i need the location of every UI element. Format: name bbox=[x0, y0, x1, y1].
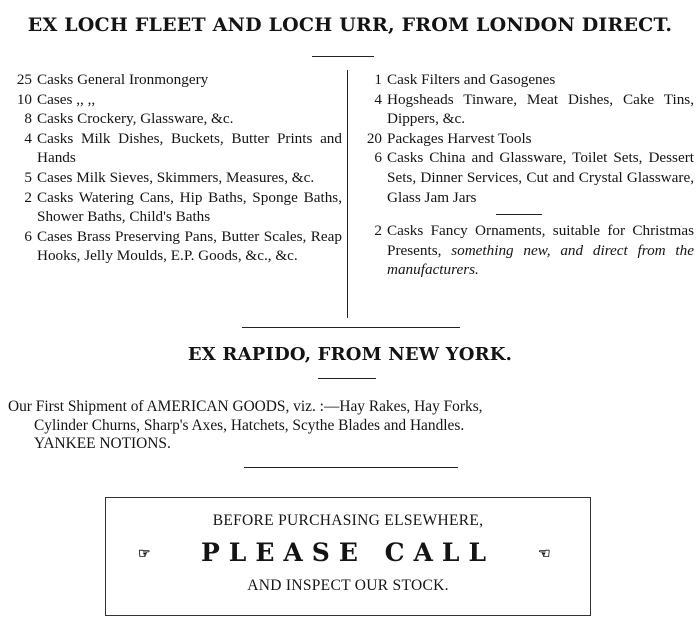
american-goods-paragraph bbox=[8, 398, 692, 454]
goods-list-item bbox=[356, 129, 694, 149]
notice-please-call: PLEASE CALL bbox=[200, 538, 496, 567]
notice-box bbox=[105, 497, 591, 616]
heading-divider bbox=[318, 378, 376, 379]
goods-list-item bbox=[356, 70, 694, 90]
item-description: Cases ,, ,, bbox=[37, 90, 96, 108]
pointing-hand-icon: ☜ bbox=[538, 547, 551, 562]
goods-list-item bbox=[6, 129, 342, 168]
pointing-hand-icon: ☞ bbox=[138, 547, 151, 562]
quantity: 1 bbox=[374, 71, 382, 88]
american-goods-line: YANKEE NOTIONS. bbox=[34, 435, 171, 453]
goods-list-item bbox=[356, 90, 694, 129]
left-column bbox=[6, 70, 342, 266]
quantity: 20 bbox=[366, 129, 382, 147]
notice-line-before: BEFORE PURCHASING ELSEWHERE, bbox=[212, 512, 484, 529]
quantity: 5 bbox=[24, 168, 32, 186]
section-divider bbox=[244, 467, 458, 468]
item-description: Cases Brass Preserving Pans, Butter Scales, Reap Hooks, Jelly Moulds, E.P. Goods, &c., &c. bbox=[37, 227, 342, 265]
goods-list-item bbox=[6, 227, 342, 266]
goods-list-item bbox=[6, 109, 342, 129]
quantity: 10 bbox=[16, 90, 32, 108]
american-goods-line: Cylinder Churns, Sharp's Axes, Hatchets, Scythe Blades and Handles. bbox=[34, 416, 465, 434]
right-column bbox=[356, 70, 694, 280]
item-description: Casks Watering Cans, Hip Baths, Sponge Baths, Shower Baths, Child's Baths bbox=[37, 188, 342, 226]
quantity: 6 bbox=[374, 149, 382, 167]
item-description: Cases Milk Sieves, Skimmers, Measures, &c. bbox=[37, 168, 315, 186]
heading-divider bbox=[312, 56, 374, 57]
item-description: Casks General Ironmongery bbox=[37, 71, 209, 88]
quantity: 6 bbox=[24, 227, 32, 245]
section-heading-new-york: EX RAPIDO, FROM NEW YORK. bbox=[187, 344, 513, 365]
section-heading-london: EX LOCH FLEET AND LOCH URR, FROM LONDON DIRECT. bbox=[27, 14, 673, 36]
goods-list-item bbox=[6, 168, 342, 188]
goods-list-item bbox=[356, 148, 694, 207]
american-goods-line: Our First Shipment of AMERICAN GOODS, viz. :—Hay Rakes, Hay Forks, bbox=[8, 398, 483, 415]
quantity: 4 bbox=[374, 90, 382, 108]
item-description: Packages Harvest Tools bbox=[387, 129, 532, 147]
section-divider bbox=[242, 327, 460, 328]
item-description: Casks China and Glassware, Toilet Sets, Dessert Sets, Dinner Services, Cut and Crystal Glassware, Glass Jam Jars bbox=[387, 149, 694, 206]
column-divider bbox=[347, 70, 348, 318]
goods-list-item bbox=[6, 70, 342, 90]
item-separator bbox=[356, 207, 694, 221]
item-description: Casks Crockery, Glassware, &c. bbox=[37, 110, 234, 128]
item-description-italic: something new, and direct from the manufacturers. bbox=[387, 241, 694, 279]
quantity: 2 bbox=[24, 188, 32, 206]
item-description: Casks Fancy Ornaments, suitable for Christmas Presents, something new, and direct from the manufacturers. bbox=[387, 222, 694, 279]
goods-list-item bbox=[6, 188, 342, 227]
goods-list-item bbox=[6, 90, 342, 110]
item-description: Casks Milk Dishes, Buckets, Butter Prints and Hands bbox=[37, 129, 342, 167]
goods-list-item bbox=[356, 221, 694, 280]
item-description: Hogsheads Tinware, Meat Dishes, Cake Tins, Dippers, &c. bbox=[387, 90, 694, 128]
notice-line-inspect: AND INSPECT OUR STOCK. bbox=[247, 577, 449, 594]
quantity: 25 bbox=[16, 71, 32, 88]
quantity: 2 bbox=[374, 222, 382, 240]
quantity: 8 bbox=[24, 110, 32, 128]
item-description: Cask Filters and Gasogenes bbox=[387, 71, 556, 88]
quantity: 4 bbox=[24, 129, 32, 147]
